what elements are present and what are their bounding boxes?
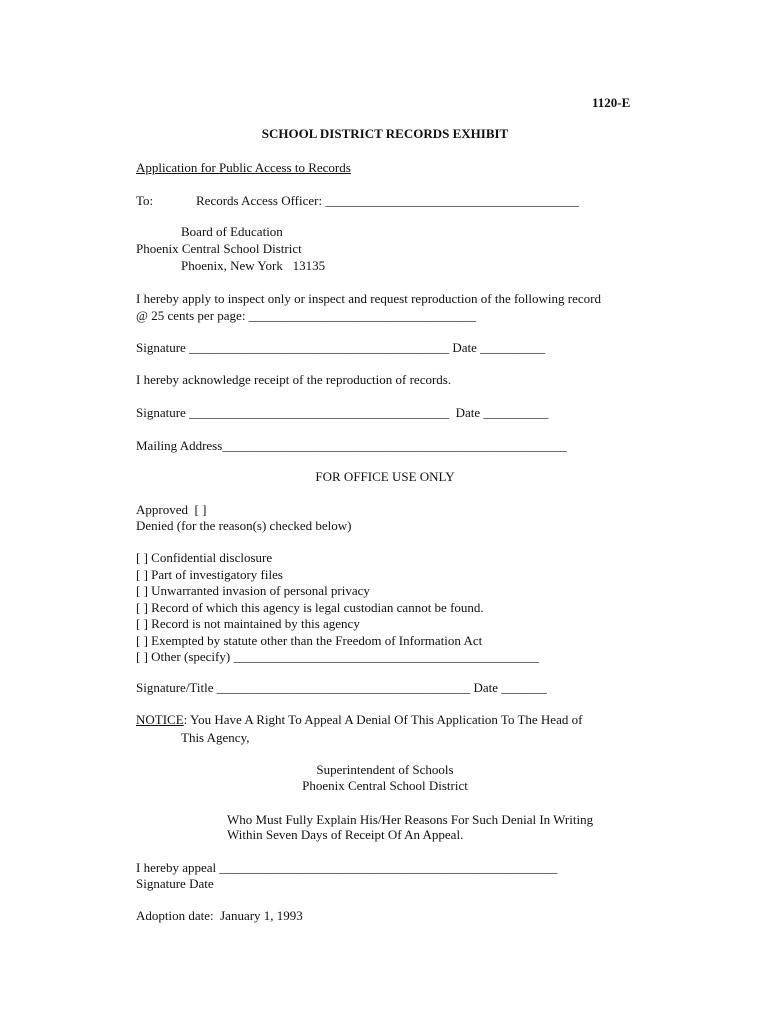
apply-statement-line-2: @ 25 cents per page: ___________________________________	[136, 308, 477, 323]
reason-item: [ ] Record of which this agency is legal custodian cannot be found.	[136, 600, 484, 615]
office-use-heading: FOR OFFICE USE ONLY	[315, 469, 455, 484]
appeal-signature-date: Signature Date	[136, 876, 214, 891]
notice-line-2: This Agency,	[181, 730, 250, 745]
appeal-field: I hereby appeal ____________________________________________________	[136, 860, 558, 875]
superintendent-line-1: Superintendent of Schools	[316, 762, 454, 777]
to-label: To:	[136, 193, 154, 208]
reason-item: [ ] Confidential disclosure	[136, 550, 273, 565]
reason-item: [ ] Other (specify) _______________________________________________	[136, 649, 539, 664]
explain-line-2: Within Seven Days of Receipt Of An Appeal.	[227, 827, 464, 842]
denied-label: Denied (for the reason(s) checked below)	[136, 518, 352, 533]
superintendent-line-2: Phoenix Central School District	[302, 778, 468, 793]
apply-statement-line-1: I hereby apply to inspect only or inspect and request reproduction of the following record	[136, 291, 601, 306]
document-code: 1120-E	[592, 95, 631, 110]
reason-item: [ ] Record is not maintained by this agency	[136, 616, 360, 631]
document-title: SCHOOL DISTRICT RECORDS EXHIBIT	[261, 126, 509, 141]
notice-line-1	[136, 712, 582, 728]
document-subtitle: Application for Public Access to Records	[136, 160, 351, 175]
reason-item: [ ] Part of investigatory files	[136, 567, 283, 582]
address-line-3: Phoenix, New York 13135	[181, 258, 326, 273]
address-line-1: Board of Education	[181, 224, 283, 239]
adoption-date: Adoption date: January 1, 1993	[136, 908, 303, 923]
signature-title-field: Signature/Title _______________________________________ Date _______	[136, 680, 547, 695]
signature-field-2: Signature ________________________________________ Date __________	[136, 405, 549, 420]
mailing-address-field: Mailing Address_____________________________________________________	[136, 438, 567, 453]
explain-line-1: Who Must Fully Explain His/Her Reasons For Such Denial In Writing	[227, 812, 594, 827]
reason-item: [ ] Exempted by statute other than the Freedom of Information Act	[136, 633, 483, 648]
signature-field-1: Signature ________________________________________ Date __________	[136, 340, 546, 355]
acknowledge-statement: I hereby acknowledge receipt of the reproduction of records.	[136, 372, 452, 387]
reason-item: [ ] Unwarranted invasion of personal privacy	[136, 583, 370, 598]
records-access-officer-field: Records Access Officer: _______________________________________	[196, 193, 579, 208]
address-line-2: Phoenix Central School District	[136, 241, 302, 256]
notice-text: : You Have A Right To Appeal A Denial Of This Application To The Head of	[183, 712, 583, 727]
notice-label: NOTICE	[136, 712, 184, 727]
approved-checkbox: Approved [ ]	[136, 502, 207, 517]
